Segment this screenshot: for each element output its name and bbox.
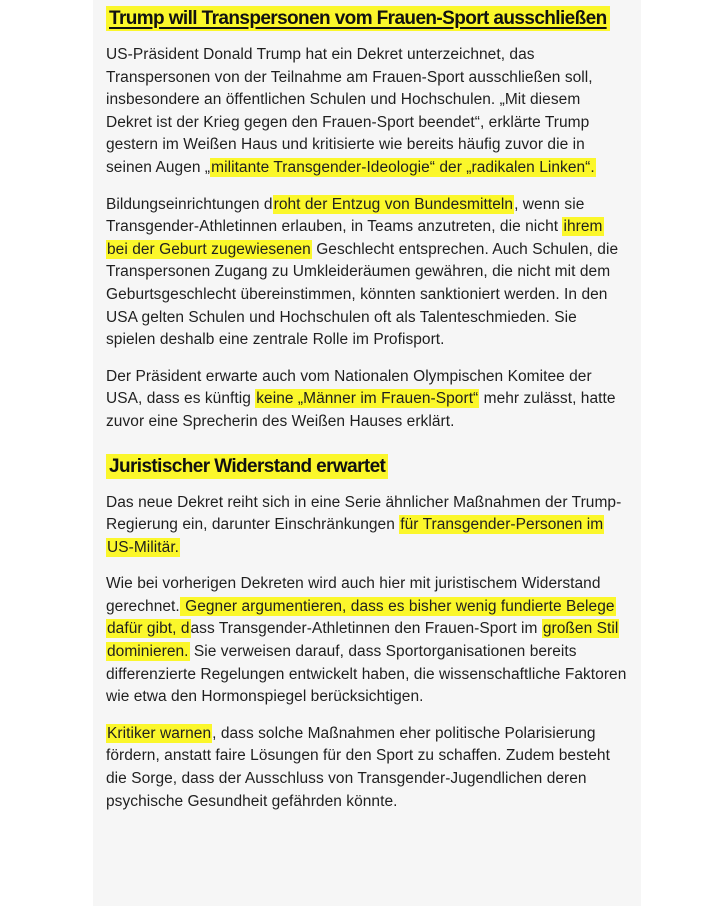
text-run: Bildungseinrichtungen d [106,195,273,213]
paragraph-kritiker [106,723,627,813]
highlight-militaer: für Transgender-Personen im US-Militär. [107,516,604,556]
section-heading-widerstand [106,454,627,480]
text-run: Wie bei vorherigen Dekreten wird auch hier mit juristischem Widerstand gerechnet. [106,575,601,615]
paragraph-olympisch [106,366,627,434]
text-run: , wenn sie Transgender-Athletinnen erlauben, in Teams anzutreten, die nicht [106,195,585,236]
paragraph-dekret [106,44,627,180]
article-body [93,0,641,906]
text-run: , dass solche Maßnahmen eher politische Polarisierung fördern, anstatt faire Lösungen für den Sport zu schaffen. Zudem besteht die Sorge, dass der Ausschluss von Transgender-Jugendlichen deren psychische Gesundheit gefährden könnte. [106,724,610,810]
text-run: Das neue Dekret reiht sich in eine Serie ähnlicher Maßnahmen der Trump-Regierung ein, darunter Einschränkungen [106,493,622,534]
highlight-militante: militante Transgender-Ideologie“ der „radikalen Linken“. [211,158,595,176]
text-run: Geschlecht entsprechen. Auch Schulen, die Transpersonen Zugang zu Umkleideräumen gewähren, die nicht mit dem Geburtsgeschlecht übereinstimmen, könnten sanktioniert werden. In den USA gelten Schulen und Hochschulen oft als Talenteschmieden. Sie spielen deshalb eine zentrale Rolle im Profisport. [106,240,619,349]
paragraph-widerstand [106,573,627,709]
paragraph-bildungseinrichtungen [106,194,627,352]
highlight-maenner: keine „Männer im Frauen-Sport“ [256,390,479,408]
highlight-gegner: Gegner argumentieren, dass es bisher wenig fundierte Belege dafür gibt, d [107,597,615,638]
text-run: US-Präsident Donald Trump hat ein Dekret unterzeichnet, das Transpersonen von der Teilnahme am Frauen-Sport ausschließen soll, insbesondere an öffentlichen Schulen und Hochschulen. „Mit diesem Dekret ist der Krieg gegen den Frauen-Sport beendet“, erklärte Trump gestern im Weißen Haus und kritisierte wie bereits häufig zuvor die in seinen Augen „ [106,46,593,176]
heading-highlight: Juristischer Widerstand erwartet [106,454,388,479]
heading-highlight: Trump will Transpersonen vom Frauen-Sport ausschließen [106,6,610,31]
highlight-bundesmittel: roht der Entzug von Bundesmitteln [273,195,514,213]
highlight-stil: großen Stil dominieren. [107,620,619,661]
text-run: ass Transgender-Athletinnen den Frauen-Sport im [190,620,542,638]
section-heading-trump [106,6,627,32]
text-run: mehr zulässt, hatte zuvor eine Sprecherin des Weißen Hauses erklärt. [106,390,616,430]
text-run: Sie verweisen darauf, dass Sportorganisationen bereits differenzierte Regelungen entwickelt haben, die wissenschaftliche Faktoren wie etwa den Hormonspiegel berücksichtigen. [106,643,627,706]
highlight-kritiker: Kritiker warnen [107,724,212,742]
text-run: Der Präsident erwarte auch vom Nationalen Olympischen Komitee der USA, dass es künftig [106,367,592,408]
highlight-geburt: ihrem bei der Geburt zugewiesenen [107,218,603,258]
paragraph-serie [106,492,627,560]
